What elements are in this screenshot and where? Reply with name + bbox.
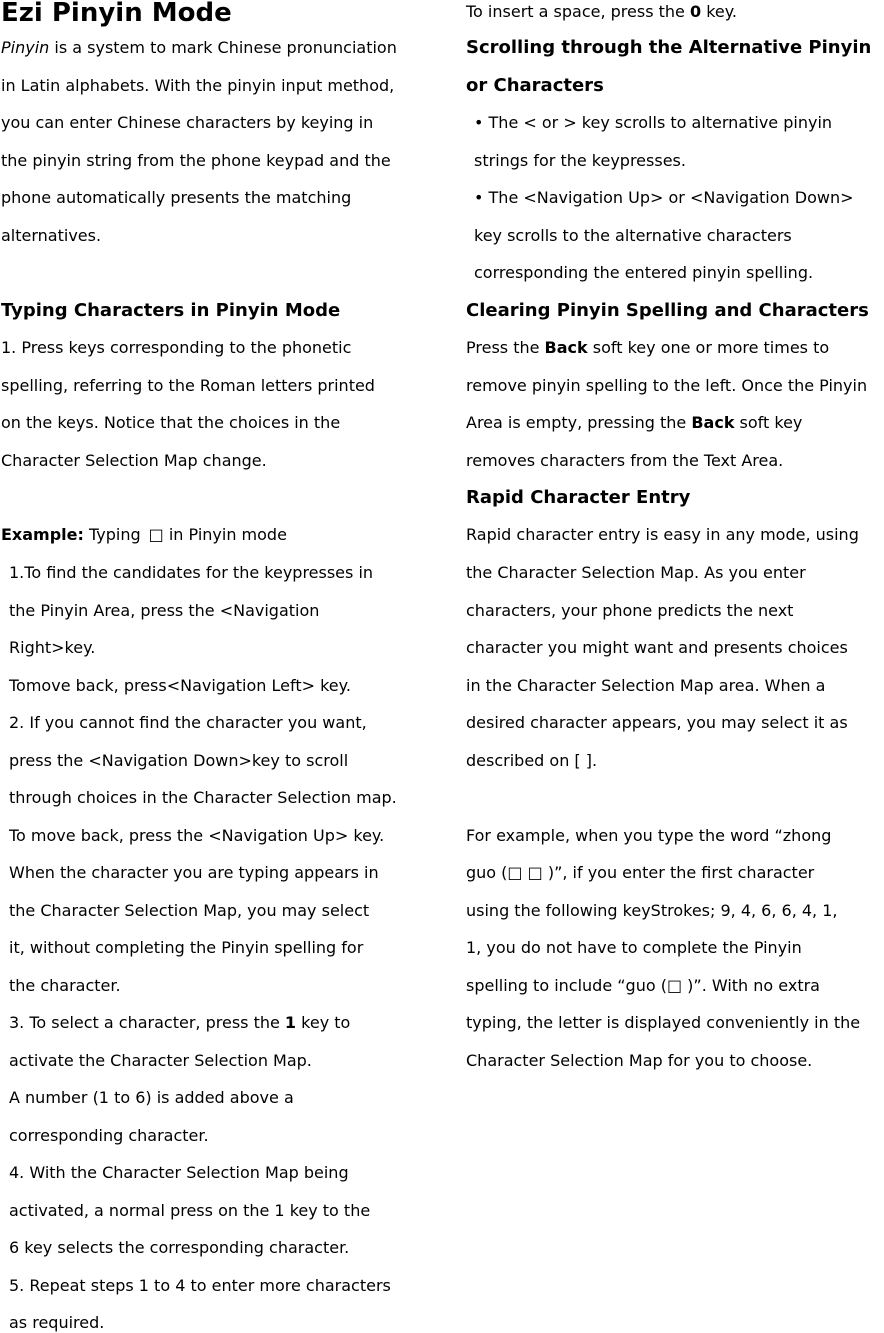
clear-line-1: Press the Back soft key one or more times to <box>466 338 830 357</box>
bullet-line-cont: key scrolls to the alternative characters <box>474 226 792 245</box>
pinyin-term: Pinyin <box>1 38 50 57</box>
rapid-line: in the Character Selection Map area. When a <box>466 676 826 695</box>
page-title: Ezi Pinyin Mode <box>1 0 232 28</box>
bullet-line-cont: strings for the keypresses. <box>474 151 686 170</box>
rapid-line: Rapid character entry is easy in any mode, using <box>466 525 859 544</box>
example-label: Example: <box>1 525 84 544</box>
clear-heading: Clearing Pinyin Spelling and Characters <box>466 300 869 321</box>
step-line: the Pinyin Area, press the <Navigation <box>9 601 320 620</box>
step-line: it, without completing the Pinyin spelling for <box>9 938 364 957</box>
intro-line-5: phone automatically presents the matching <box>1 188 352 207</box>
key-1: 1 <box>284 1013 297 1032</box>
intro-line-3: you can enter Chinese characters by keying in <box>1 113 374 132</box>
rapid-line: character you might want and presents choices <box>466 638 848 657</box>
intro-line-4: the pinyin string from the phone keypad and the <box>1 151 391 170</box>
step-line: through choices in the Character Selection map. <box>9 788 397 807</box>
typing-line-1: 1. Press keys corresponding to the phonetic <box>1 338 352 357</box>
step-line: 1.To find the candidates for the keypresses in <box>9 563 374 582</box>
rapid-heading: Rapid Character Entry <box>466 487 691 508</box>
step-line: press the <Navigation Down>key to scroll <box>9 751 349 770</box>
rapid-line: described on [ ]. <box>466 751 598 770</box>
bullet-line-cont: corresponding the entered pinyin spelling. <box>474 263 814 282</box>
scroll-heading: Scrolling through the Alternative Pinyin <box>466 37 872 58</box>
back-key: Back <box>544 338 588 357</box>
rapid-line: the Character Selection Map. As you enter <box>466 563 806 582</box>
clear-line-2: remove pinyin spelling to the left. Once the Pinyin <box>466 376 868 395</box>
step-line: 5. Repeat steps 1 to 4 to enter more characters <box>9 1276 391 1295</box>
example-para-line: For example, when you type the word “zhong <box>466 826 832 845</box>
step-line: When the character you are typing appears in <box>9 863 379 882</box>
step-line: To move back, press the <Navigation Up> key. <box>9 826 385 845</box>
example-para-line: using the following keyStrokes; 9, 4, 6, 6, 4, 1, <box>466 901 838 920</box>
intro-line-2: in Latin alphabets. With the pinyin input method, <box>1 76 395 95</box>
example-line: Example: Typing □ in Pinyin mode <box>1 525 287 544</box>
step-line: 6 key selects the corresponding character. <box>9 1238 350 1257</box>
example-para-line: Character Selection Map for you to choose. <box>466 1051 813 1070</box>
step-line: activate the Character Selection Map. <box>9 1051 312 1070</box>
missing-glyph: □ <box>148 525 164 544</box>
clear-line-3: Area is empty, pressing the Back soft key <box>466 413 803 432</box>
typing-heading: Typing Characters in Pinyin Mode <box>1 300 341 321</box>
typing-line-4: Character Selection Map change. <box>1 451 267 470</box>
bullet-line: • The <Navigation Up> or <Navigation Down> <box>474 188 854 207</box>
step-3-line: 3. To select a character, press the 1 key to <box>9 1013 351 1032</box>
rapid-line: characters, your phone predicts the next <box>466 601 794 620</box>
step-line: the character. <box>9 976 121 995</box>
example-para-line: guo (□ □ )”, if you enter the first character <box>466 863 815 882</box>
step-line: activated, a normal press on the 1 key to the <box>9 1201 371 1220</box>
space-line: To insert a space, press the 0 key. <box>466 2 738 21</box>
scroll-heading-cont: or Characters <box>466 75 604 96</box>
step-line: Right>key. <box>9 638 96 657</box>
clear-line-4: removes characters from the Text Area. <box>466 451 784 470</box>
rapid-line: desired character appears, you may select it as <box>466 713 848 732</box>
step-line: A number (1 to 6) is added above a <box>9 1088 294 1107</box>
step-line: 4. With the Character Selection Map being <box>9 1163 349 1182</box>
example-para-line: 1, you do not have to complete the Pinyin <box>466 938 802 957</box>
example-para-line: spelling to include “guo (□ )”. With no extra <box>466 976 820 995</box>
bullet-line: • The < or > key scrolls to alternative pinyin <box>474 113 833 132</box>
example-para-line: typing, the letter is displayed conveniently in the <box>466 1013 861 1032</box>
step-line: as required. <box>9 1313 105 1332</box>
step-line: Tomove back, press<Navigation Left> key. <box>9 676 351 695</box>
typing-line-2: spelling, referring to the Roman letters printed <box>1 376 375 395</box>
back-key: Back <box>691 413 735 432</box>
typing-line-3: on the keys. Notice that the choices in the <box>1 413 341 432</box>
step-line: corresponding character. <box>9 1126 209 1145</box>
intro-line-1: Pinyin is a system to mark Chinese pronunciation <box>1 38 397 57</box>
key-0: 0 <box>689 2 702 21</box>
intro-line-6: alternatives. <box>1 226 102 245</box>
step-line: the Character Selection Map, you may select <box>9 901 370 920</box>
step-line: 2. If you cannot find the character you want, <box>9 713 367 732</box>
